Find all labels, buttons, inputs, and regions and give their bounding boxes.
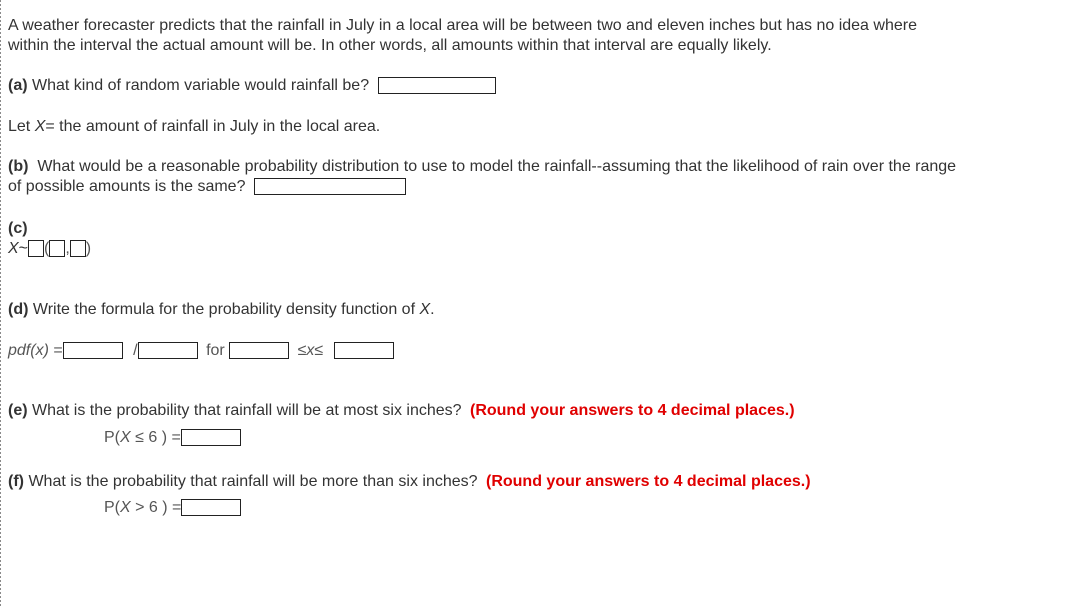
question-b-line-2: [8, 177, 406, 197]
f-expr-x: X: [120, 499, 131, 516]
let-var: X: [34, 118, 46, 135]
pdf-denominator-input[interactable]: [138, 342, 198, 359]
question-b-text-1: What would be a reasonable probability distribution to use to model the rainfall--assuming that the likelihood of rain over the range: [37, 158, 957, 175]
left-border: [0, 0, 1, 608]
question-a: [8, 76, 496, 96]
f-expr-p: P(: [104, 499, 120, 516]
let-rest: = the amount of rainfall in July in the local area.: [45, 118, 381, 135]
intro-line-2: within the interval the actual amount will be. In other words, all amounts within that interval are equally likely.: [8, 37, 772, 54]
answer-b-input[interactable]: [254, 178, 406, 195]
question-b-label: (b): [8, 158, 29, 175]
pdf-formula: [8, 341, 394, 361]
answer-a-input[interactable]: [378, 77, 496, 94]
e-expr-x: X: [120, 429, 131, 446]
question-e: [8, 401, 795, 421]
question-f: [8, 472, 811, 492]
f-expr-rel: > 6 ) =: [135, 499, 182, 516]
question-f-label: (f): [8, 473, 24, 490]
pdf-lower-input[interactable]: [229, 342, 289, 359]
question-f-text: What is the probability that rainfall will be more than six inches?: [28, 473, 478, 490]
pdf-x: x: [306, 342, 315, 359]
question-b-line-1: [8, 157, 956, 177]
e-expr-p: P(: [104, 429, 120, 446]
e-expr-rel: ≤ 6 ) =: [135, 429, 181, 446]
c-open-paren: (: [44, 240, 50, 257]
pdf-upper-input[interactable]: [334, 342, 394, 359]
pdf-leq-2: ≤: [314, 342, 324, 359]
question-e-label: (e): [8, 402, 28, 419]
question-e-expression: [104, 428, 241, 448]
c-distribution-input[interactable]: [28, 240, 44, 257]
pdf-for: for: [206, 342, 225, 359]
question-e-note: (Round your answers to 4 decimal places.): [470, 402, 795, 419]
intro-line-1: A weather forecaster predicts that the rainfall in July in a local area will be between two and eleven inches but has no idea where: [8, 17, 917, 34]
question-a-text: What kind of random variable would rainfall be?: [32, 77, 370, 94]
question-b-text-2: of possible amounts is the same?: [8, 178, 246, 195]
question-d-var: X: [419, 301, 431, 318]
c-param-2-input[interactable]: [70, 240, 86, 257]
answer-e-input[interactable]: [181, 429, 241, 446]
pdf-lhs: pdf(x): [8, 342, 49, 359]
c-param-1-input[interactable]: [49, 240, 65, 257]
question-c-label-text: (c): [8, 220, 28, 237]
let-statement: [8, 117, 380, 137]
question-a-label: (a): [8, 77, 28, 94]
question-e-text: What is the probability that rainfall will be at most six inches?: [32, 402, 462, 419]
c-comma: ,: [65, 240, 70, 257]
pdf-numerator-input[interactable]: [63, 342, 123, 359]
answer-f-input[interactable]: [181, 499, 241, 516]
question-f-expression: [104, 498, 241, 518]
let-prefix: Let: [8, 118, 31, 135]
c-tilde: ~: [18, 240, 29, 257]
question-f-note: (Round your answers to 4 decimal places.): [486, 473, 811, 490]
pdf-equals: =: [53, 342, 63, 359]
question-d-period: .: [430, 301, 435, 318]
c-close-paren: ): [85, 240, 92, 257]
pdf-leq-1: ≤: [297, 342, 307, 359]
question-d-label: (d): [8, 301, 29, 318]
question-d: [8, 300, 435, 320]
question-c-label: [8, 219, 28, 239]
c-var: X: [8, 240, 19, 257]
pdf-slash: /: [133, 342, 138, 359]
question-d-text: Write the formula for the probability density function of: [32, 301, 416, 318]
question-c-expression: [8, 239, 91, 259]
